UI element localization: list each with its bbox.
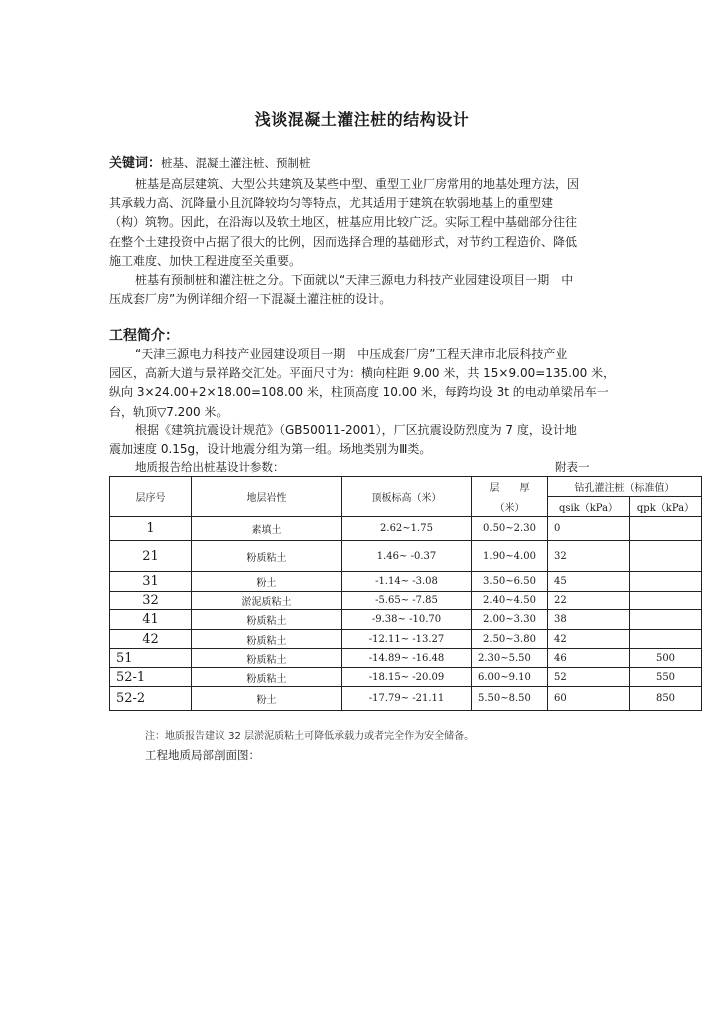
cell-layer-type: 素填土: [192, 517, 342, 541]
cell-qsik: 32: [548, 541, 630, 572]
cell-layer-no: 42: [110, 630, 192, 649]
table-row: [110, 541, 702, 572]
cell-layer-no: 1: [110, 517, 192, 541]
table-reference: 附表一: [555, 460, 590, 474]
intro-paragraph-2: [109, 271, 709, 309]
cell-qsik: 60: [548, 687, 630, 711]
cell-thickness: 2.00~3.30: [472, 610, 548, 630]
table-caption: 地质报告给出桩基设计参数：: [135, 460, 285, 474]
cell-qsik: 45: [548, 572, 630, 592]
cell-top-elevation: -1.14~ -3.08: [342, 572, 472, 592]
cell-layer-type: 淤泥质粘土: [192, 592, 342, 610]
cell-top-elevation: -5.65~ -7.85: [342, 592, 472, 610]
header-thickness-unit: （米）: [472, 497, 548, 517]
cell-thickness: 1.90~4.00: [472, 541, 548, 572]
cell-qsik: 0: [548, 517, 630, 541]
cell-layer-no: 41: [110, 610, 192, 630]
table-row: [110, 610, 702, 630]
intro-line: 其承载力高、沉降量小且沉降较均匀等特点，尤其适用于建筑在软弱地基上的重型建: [109, 196, 554, 211]
keywords-text: 桩基、混凝土灌注桩、预制桩: [161, 156, 311, 170]
cell-layer-type: 粉土: [192, 687, 342, 711]
cell-top-elevation: -18.15~ -20.09: [342, 668, 472, 687]
table-row: [110, 572, 702, 592]
cell-qpk: [630, 541, 702, 572]
header-qsik: qsik（kPa）: [548, 497, 630, 517]
cell-top-elevation: -9.38~ -10.70: [342, 610, 472, 630]
keywords-label: 关键词：: [109, 156, 162, 171]
intro-line: 桩基是高层建筑、大型公共建筑及某些中型、重型工业厂房常用的地基处理方法，因: [135, 177, 580, 191]
cell-layer-no: 31: [110, 572, 192, 592]
section-figure-caption: 工程地质局部剖面图：: [145, 748, 260, 762]
keywords-line: [109, 152, 311, 171]
header-bored-pile: 钻孔灌注桩（标准值）: [548, 477, 702, 497]
header-qpk: qpk（kPa）: [630, 497, 702, 517]
cell-layer-no: 51: [110, 649, 192, 668]
table-row: [110, 592, 702, 610]
cell-qpk: 850: [630, 687, 702, 711]
intro-line: 在整个土建投资中占据了很大的比例，因而选择合理的基础形式，对节约工程造价、降低: [109, 234, 578, 249]
cell-qsik: 22: [548, 592, 630, 610]
overview-line: 根据《建筑抗震设计规范》（GB50011-2001），厂区抗震设防烈度为 7 度，设计地: [135, 423, 577, 437]
intro-line: 桩基有预制桩和灌注桩之分。下面就以“天津三源电力科技产业园建设项目一期 中: [135, 273, 574, 287]
intro-line: （构）筑物。因此，在沿海以及软土地区，桩基应用比较广泛。实际工程中基础部分往往: [109, 215, 578, 230]
cell-qpk: 500: [630, 649, 702, 668]
cell-layer-no: 52-2: [110, 687, 192, 711]
header-thickness: 层 厚: [472, 477, 548, 497]
document-title: 浅谈混凝土灌注桩的结构设计: [254, 110, 470, 129]
overview-line: 台，轨顶▽7.200 米。: [109, 404, 229, 419]
header-layer-type: 地层岩性: [192, 477, 342, 517]
cell-layer-type: 粉质粘土: [192, 668, 342, 687]
cell-thickness: 6.00~9.10: [472, 668, 548, 687]
header-layer-no: 层序号: [110, 477, 192, 517]
geology-table: [109, 476, 702, 711]
cell-layer-type: 粉质粘土: [192, 649, 342, 668]
cell-layer-type: 粉土: [192, 572, 342, 592]
cell-qsik: 46: [548, 649, 630, 668]
table-row: [110, 630, 702, 649]
table-row: [110, 668, 702, 687]
cell-qpk: [630, 610, 702, 630]
cell-layer-type: 粉质粘土: [192, 630, 342, 649]
overview-paragraph-1: [109, 345, 709, 422]
table-body: [110, 517, 702, 711]
overview-paragraph-2: [109, 421, 709, 459]
cell-top-elevation: -12.11~ -13.27: [342, 630, 472, 649]
cell-qpk: 550: [630, 668, 702, 687]
intro-line: 施工难度、加快工程进度至关重要。: [109, 253, 302, 268]
overview-line: 震加速度 0.15g，设计地震分组为第一组。场地类别为Ⅲ类。: [109, 442, 432, 457]
cell-top-elevation: -14.89~ -16.48: [342, 649, 472, 668]
cell-top-elevation: 2.62~1.75: [342, 517, 472, 541]
cell-layer-no: 52-1: [110, 668, 192, 687]
overview-heading: 工程简介：: [109, 328, 179, 344]
cell-qsik: 38: [548, 610, 630, 630]
cell-thickness: 5.50~8.50: [472, 687, 548, 711]
cell-top-elevation: 1.46~ -0.37: [342, 541, 472, 572]
overview-line: 园区，高新大道与景祥路交汇处。平面尺寸为：横向柱距 9.00 米，共 15×9.00=135.00 米，: [109, 366, 616, 381]
table-row: [110, 517, 702, 541]
intro-paragraph-1: [109, 175, 709, 271]
cell-thickness: 2.30~5.50: [472, 649, 548, 668]
table-note: 注：地质报告建议 32 层淤泥质粘土可降低承载力或者完全作为安全储备。: [145, 731, 475, 742]
overview-line: 纵向 3×24.00+2×18.00=108.00 米，柱顶高度 10.00 米，每跨均设 3t 的电动单梁吊车一: [109, 385, 609, 400]
table-header-row: [110, 477, 702, 497]
cell-thickness: 2.40~4.50: [472, 592, 548, 610]
cell-layer-type: 粉质粘土: [192, 610, 342, 630]
cell-thickness: 2.50~3.80: [472, 630, 548, 649]
header-top-elevation: 顶板标高（米）: [342, 477, 472, 517]
cell-qsik: 52: [548, 668, 630, 687]
cell-thickness: 0.50~2.30: [472, 517, 548, 541]
cell-thickness: 3.50~6.50: [472, 572, 548, 592]
cell-qpk: [630, 572, 702, 592]
intro-line: 压成套厂房”为例详细介绍一下混凝土灌注桩的设计。: [109, 292, 392, 307]
table-row: [110, 649, 702, 668]
cell-layer-type: 粉质粘土: [192, 541, 342, 572]
cell-layer-no: 21: [110, 541, 192, 572]
table-row: [110, 687, 702, 711]
cell-qpk: [630, 630, 702, 649]
cell-layer-no: 32: [110, 592, 192, 610]
cell-qsik: 42: [548, 630, 630, 649]
cell-top-elevation: -17.79~ -21.11: [342, 687, 472, 711]
overview-line: “天津三源电力科技产业园建设项目一期 中压成套厂房”工程天津市北辰科技产业: [135, 347, 568, 361]
cell-qpk: [630, 592, 702, 610]
cell-qpk: [630, 517, 702, 541]
